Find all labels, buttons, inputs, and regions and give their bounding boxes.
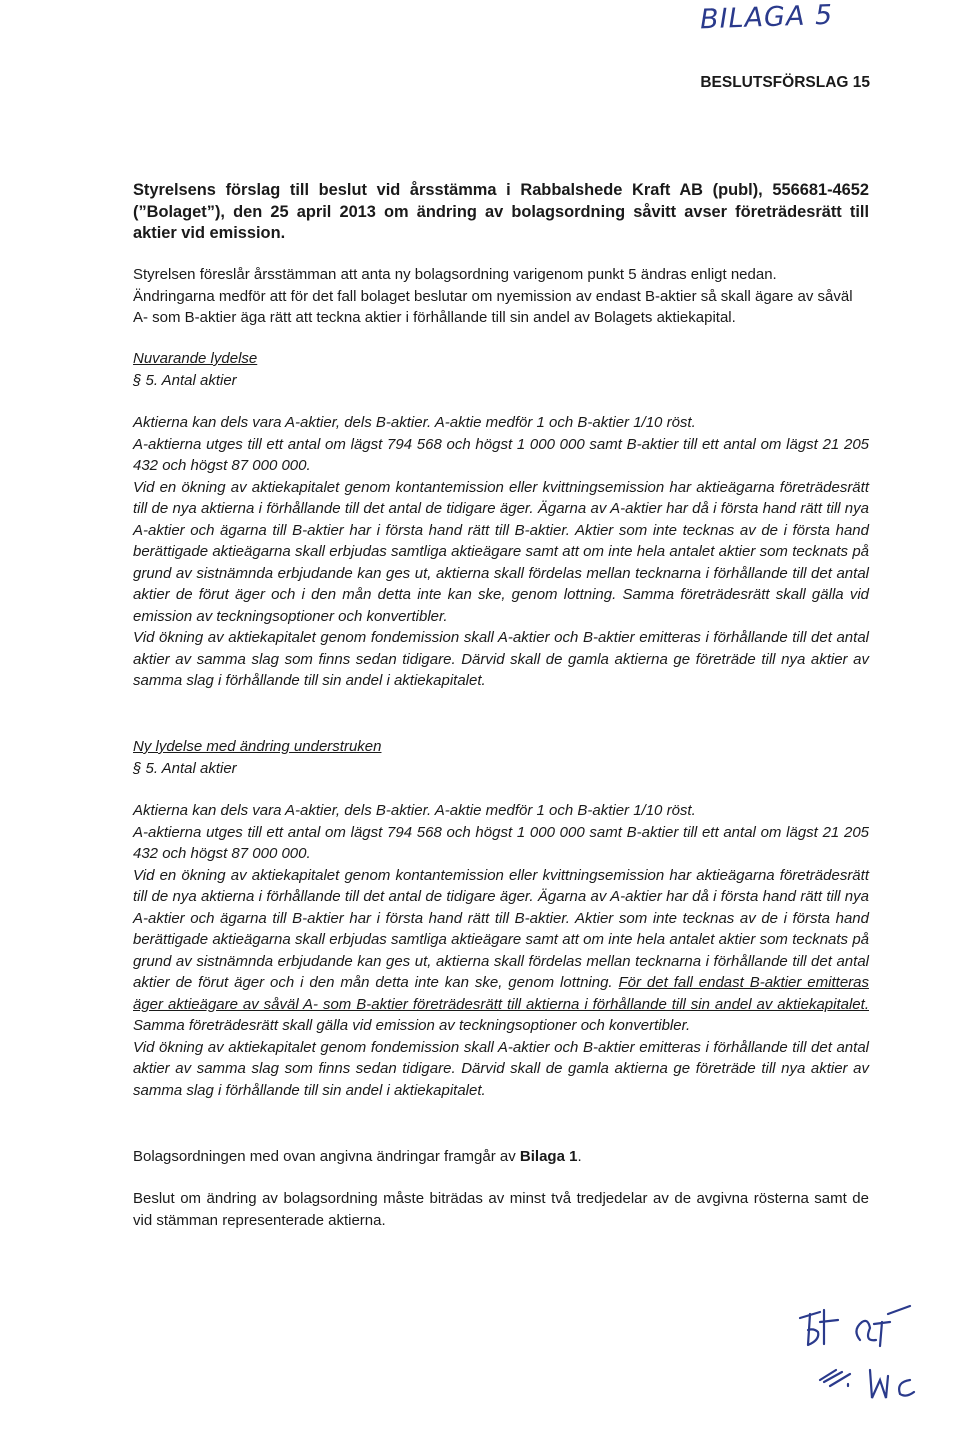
new-wording-heading: Ny lydelse med ändring understruken <box>133 738 382 755</box>
attachment-name: Bilaga 1 <box>519 1148 578 1165</box>
intro-line-1: Styrelsen föreslår årsstämman att anta ny bolagsordning varigenom punkt 5 ändras enligt nedan. <box>133 266 777 283</box>
attachment-text: Bolagsordningen med ovan angivna ändringar framgår av <box>133 1148 520 1165</box>
bilaga-stamp: BILAGA 5 <box>699 0 834 36</box>
current-wording-section <box>133 348 869 692</box>
new-wording-section <box>133 736 869 1101</box>
new-paragraph <box>133 865 869 1037</box>
intro-line-2: Ändringarna medför att för det fall bolaget beslutar om nyemission av endast B-aktier så skall ägare av såväl A- som B-aktier äga rätt att teckna aktier i förhållande till sin andel av Bolagets aktiekapital. <box>133 287 853 326</box>
current-paragraph: Vid en ökning av aktiekapitalet genom kontantemission eller kvittningsemission har aktieägarna företrädesrätt till de nya aktierna i förhållande till det antal de tidigare äger. Ägarna av A-aktier har då i första hand rätt till nya A-aktier och ägarna till B-aktier har i första hand rätt till B-aktier. Aktier som inte tecknas av de i första hand berättigade aktieägarna skall erbjudas samtliga aktieägare samt att om inte hela antalet aktier som tecknats på grund av sistnämnda erbjudande kan ges ut, aktierna skall fördelas mellan tecknarna i förhållande till det antal aktier de förut äger och i den mån detta inte kan ske, genom lottning. Samma företrädesrätt skall gälla vid emission av teckningsoptioner och konvertibler. <box>133 478 869 625</box>
new-paragraph-text: Vid en ökning av aktiekapitalet genom kontantemission eller kvittningsemission har aktieägarna företrädesrätt till de nya aktierna i förhållande till det antal de tidigare äger. Ägarna av A-aktier har då i första hand rätt till nya A-aktier och ägarna till B-aktier har i första hand rätt till B-aktier. Aktier som inte tecknas av de i första hand berättigade aktieägarna skall erbjudas samtliga aktieägare samt att om inte hela antalet aktier som tecknats på grund av sistnämnda erbjudande kan ges ut, aktierna skall fördelas mellan tecknarna i förhållande till det antal aktier de förut äger och i den mån detta inte kan ske, genom lottning. <box>133 866 869 991</box>
new-paragraph: Vid ökning av aktiekapitalet genom fondemission skall A-aktier och B-aktier emitteras i förhållande till det antal aktier av samma slag som finns sedan tidigare. Därvid skall de gamla aktierna ge företräde till nya aktier av samma slag i förhållande till sin andel i aktiekapitalet. <box>133 1038 869 1099</box>
current-clause-text <box>133 412 869 692</box>
underlined-change: För det fall endast B-aktier emitteras äger aktieägare av såväl A- som B-aktier företrädesrätt till aktierna i förhållande till sin andel av aktiekapitalet. <box>133 974 869 1013</box>
current-paragraph: Aktierna kan dels vara A-aktier, dels B-aktier. A-aktie medför 1 och B-aktier 1/10 röst. <box>133 414 696 431</box>
new-paragraph: A-aktierna utges till ett antal om lägst 794 568 och högst 1 000 000 samt B-aktier till ett antal om lägst 21 205 432 och högst 87 000 000. <box>133 823 869 862</box>
current-paragraph: A-aktierna utges till ett antal om lägst 794 568 och högst 1 000 000 samt B-aktier till ett antal om lägst 21 205 432 och högst 87 000 000. <box>133 435 869 474</box>
intro-section <box>133 264 869 329</box>
new-paragraph: Aktierna kan dels vara A-aktier, dels B-aktier. A-aktie medför 1 och B-aktier 1/10 röst. <box>133 802 696 819</box>
handwritten-initials <box>790 1300 960 1400</box>
proposal-title: Styrelsens förslag till beslut vid årsstämma i Rabbalshede Kraft AB (publ), 556681-4652 (”Bolaget”), den 25 april 2013 om ändring av bolagsordning såvitt avser företrädesrätt till aktier vid emission. <box>133 181 869 242</box>
attachment-reference <box>133 1146 869 1168</box>
resolution-requirement: Beslut om ändring av bolagsordning måste biträdas av minst två tredjedelar av de avgivna rösterna samt de vid stämman representerade aktierna. <box>133 1190 869 1229</box>
current-wording-heading: Nuvarande lydelse <box>133 350 258 367</box>
attachment-suffix: . <box>577 1148 582 1165</box>
current-paragraph: Vid ökning av aktiekapitalet genom fondemission skall A-aktier och B-aktier emitteras i förhållande till det antal aktier av samma slag som finns sedan tidigare. Därvid skall de gamla aktierna ge företräde till nya aktier av samma slag i förhållande till sin andel i aktiekapitalet. <box>133 629 869 689</box>
current-section-title: § 5. Antal aktier <box>133 371 237 389</box>
document-label: BESLUTSFÖRSLAG 15 <box>700 74 870 91</box>
new-paragraph-text: Samma företrädesrätt skall gälla vid emission av teckningsoptioner och konvertibler. <box>133 1017 691 1034</box>
new-section-title: § 5. Antal aktier <box>133 759 237 777</box>
new-clause-text <box>133 800 869 1101</box>
